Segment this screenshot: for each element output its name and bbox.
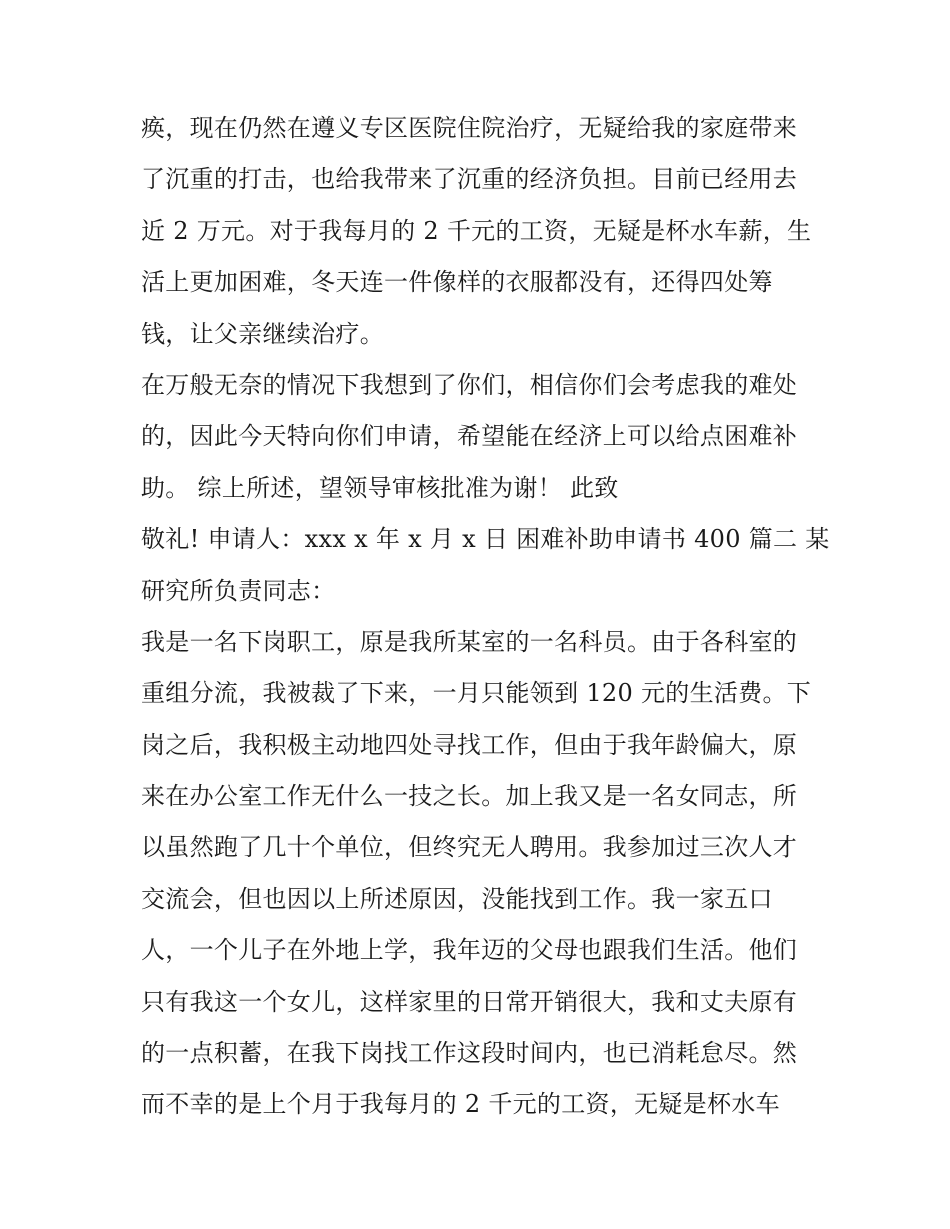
text-line: 钱，让父亲继续治疗。 (141, 319, 384, 348)
text-line: 近 2 万元。对于我每月的 2 千元的工资，无疑是杯水车薪，生 (141, 216, 812, 245)
text-line: 交流会，但也因以上所述原因，没能找到工作。我一家五口 (141, 884, 773, 913)
text-line: 的一点积蓄，在我下岗找工作这段时间内，也已消耗怠尽。然 (141, 1039, 798, 1068)
text-line: 而不幸的是上个月于我每月的 2 千元的工资，无疑是杯水车 (141, 1090, 780, 1119)
document-body (141, 103, 830, 1131)
text-line: 研究所负责同志： (141, 576, 336, 605)
text-line: 我是一名下岗职工，原是我所某室的一名科员。由于各科室的 (141, 627, 798, 656)
text-line: 人，一个儿子在外地上学，我年迈的父母也跟我们生活。他们 (141, 936, 798, 965)
text-line: 来在办公室工作无什么一技之长。加上我又是一名女同志，所 (141, 782, 798, 811)
text-line: 以虽然跑了几十个单位，但终究无人聘用。我参加过三次人才 (141, 833, 798, 862)
text-line: 重组分流，我被裁了下来，一月只能领到 120 元的生活费。下 (141, 679, 812, 708)
text-line: 敬礼! 申请人：xxx x 年 x 月 x 日 困难补助申请书 400 篇二 某 (141, 525, 830, 554)
text-line: 的，因此今天特向你们申请，希望能在经济上可以给点困难补 (141, 422, 798, 451)
text-line: 在万般无奈的情况下我想到了你们，相信你们会考虑我的难处 (141, 370, 798, 399)
text-line: 活上更加困难，冬天连一件像样的衣服都没有，还得四处筹 (141, 268, 773, 297)
text-line: 助。 综上所述，望领导审核批准为谢！ 此致 (141, 473, 619, 502)
text-line: 只有我这一个女儿，这样家里的日常开销很大，我和丈夫原有 (141, 987, 798, 1016)
text-line: 了沉重的打击，也给我带来了沉重的经济负担。目前已经用去 (141, 165, 798, 194)
text-line: 岗之后，我积极主动地四处寻找工作，但由于我年龄偏大，原 (141, 730, 798, 759)
text-line: 痪，现在仍然在遵义专区医院住院治疗，无疑给我的家庭带来 (141, 114, 798, 142)
